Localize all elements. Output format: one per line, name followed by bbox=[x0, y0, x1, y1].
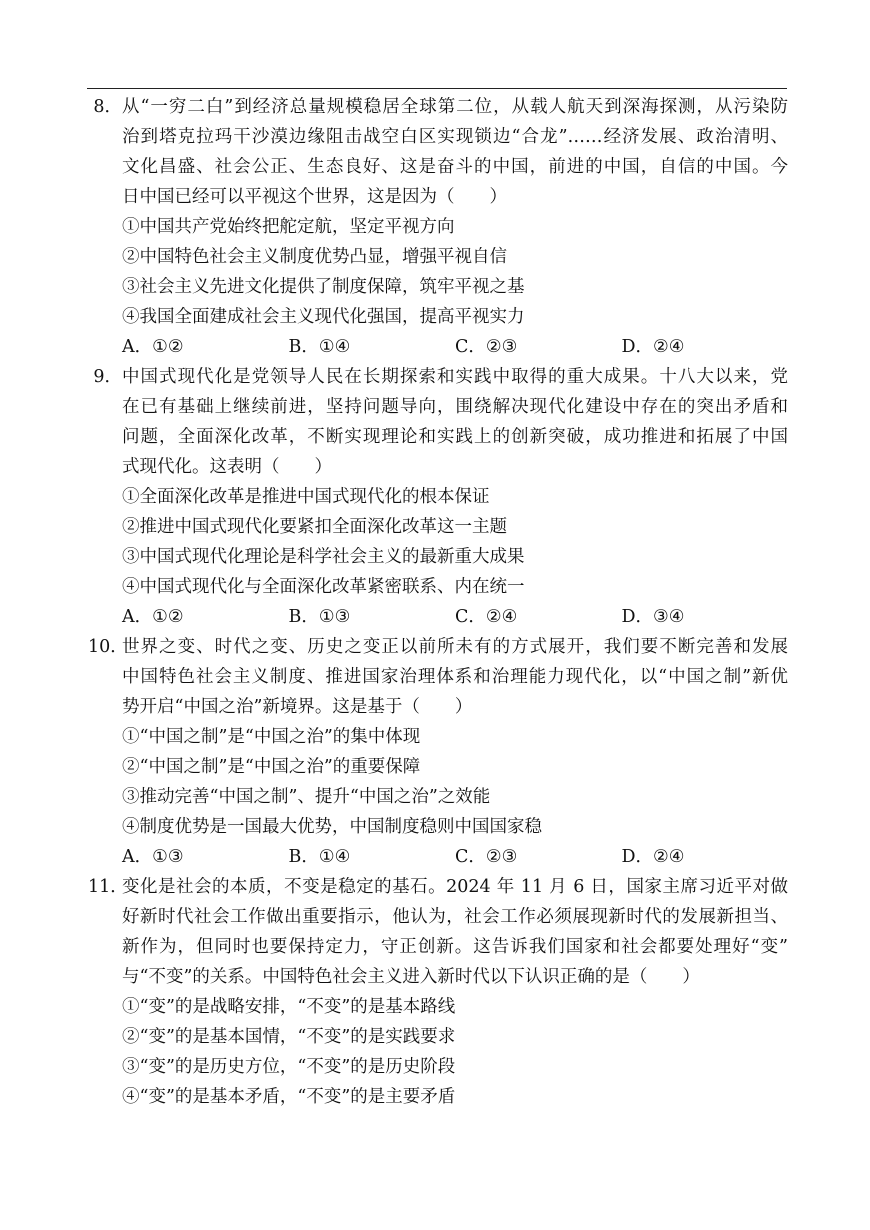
statement-option: ④“变”的是基本矛盾，“不变”的是主要矛盾 bbox=[122, 1087, 456, 1107]
question-stem bbox=[88, 872, 788, 992]
stem-line: 中国式现代化是党领导人民在长期探索和实践中取得的重大成果。十八大以来，党 bbox=[122, 367, 788, 387]
statement-option: ③“变”的是历史方位，“不变”的是历史阶段 bbox=[122, 1057, 456, 1077]
choice-value: ①③ bbox=[152, 847, 184, 867]
answer-choice[interactable] bbox=[289, 842, 456, 872]
statement-option: ①中国共产党始终把舵定航，坚定平视方向 bbox=[122, 217, 455, 237]
choice-letter: C． bbox=[455, 847, 486, 867]
choice-letter: B． bbox=[288, 847, 319, 867]
question-9 bbox=[88, 362, 788, 632]
stem-line: 新作为，但同时也要保持定力，守正创新。这告诉我们国家和社会都要处理好“变” bbox=[122, 937, 788, 957]
choice-value: ②④ bbox=[485, 607, 518, 627]
question-number: 9． bbox=[93, 367, 122, 387]
stem-line: 势开启“中国之治”新境界。这是基于（ ） bbox=[122, 697, 473, 717]
choice-letter: C． bbox=[455, 337, 486, 357]
choice-letter: A． bbox=[122, 607, 153, 627]
choice-value: ②④ bbox=[653, 847, 685, 867]
statement-option: ①“变”的是战略安排，“不变”的是基本路线 bbox=[122, 997, 456, 1017]
answer-choice[interactable] bbox=[455, 842, 622, 872]
statement-option: ②中国特色社会主义制度优势凸显，增强平视自信 bbox=[122, 247, 507, 267]
answer-choice[interactable] bbox=[289, 332, 456, 362]
statement-option: ②“中国之制”是“中国之治”的重要保障 bbox=[122, 757, 421, 777]
answer-choice[interactable] bbox=[455, 602, 622, 632]
question-number: 8． bbox=[93, 97, 122, 117]
answer-choice[interactable] bbox=[455, 332, 622, 362]
choice-letter: A． bbox=[122, 847, 153, 867]
stem-line: 世界之变、时代之变、历史之变正以前所未有的方式展开，我们要不断完善和发展 bbox=[122, 637, 788, 657]
statement-option: ③推动完善“中国之制”、提升“中国之治”之效能 bbox=[122, 787, 491, 807]
question-10 bbox=[88, 632, 788, 872]
choice-value: ①② bbox=[152, 337, 184, 357]
question-11 bbox=[88, 872, 788, 1112]
statement-option: ②推进中国式现代化要紧扣全面深化改革这一主题 bbox=[122, 517, 507, 537]
choice-value: ③④ bbox=[653, 607, 685, 627]
top-rule bbox=[87, 88, 787, 89]
choice-value: ②④ bbox=[653, 337, 685, 357]
stem-line: 中国特色社会主义制度、推进国家治理体系和治理能力现代化，以“中国之制”新优 bbox=[122, 667, 788, 687]
answer-choices bbox=[88, 332, 788, 362]
choice-letter: D． bbox=[621, 337, 654, 357]
answer-choice[interactable] bbox=[622, 602, 789, 632]
stem-line: 变化是社会的本质，不变是稳定的基石。2024 年 11 月 6 日，国家主席习近平对做 bbox=[122, 877, 788, 897]
stem-line: 问题，全面深化改革，不断实现理论和实践上的创新突破，成功推进和拓展了中国 bbox=[122, 427, 788, 447]
choice-value: ①④ bbox=[318, 337, 351, 357]
stem-line: 从“一穷二白”到经济总量规模稳居全球第二位，从载人航天到深海探测，从污染防 bbox=[122, 97, 788, 117]
question-number: 11． bbox=[88, 877, 128, 897]
choice-letter: A． bbox=[122, 337, 153, 357]
statement-option: ②“变”的是基本国情，“不变”的是实践要求 bbox=[122, 1027, 456, 1047]
choice-value: ②③ bbox=[485, 337, 518, 357]
choice-letter: B． bbox=[288, 607, 319, 627]
choice-letter: B． bbox=[288, 337, 319, 357]
stem-line: 好新时代社会工作做出重要指示，他认为，社会工作必须展现新时代的发展新担当、 bbox=[122, 907, 788, 927]
statement-option: ④我国全面建成社会主义现代化强国，提高平视实力 bbox=[122, 307, 525, 327]
answer-choices bbox=[88, 842, 788, 872]
statement-option: ④中国式现代化与全面深化改革紧密联系、内在统一 bbox=[122, 577, 525, 597]
answer-choices bbox=[88, 602, 788, 632]
question-stem bbox=[88, 632, 788, 722]
question-list bbox=[88, 92, 788, 1112]
choice-letter: C． bbox=[455, 607, 486, 627]
question-number: 10． bbox=[88, 637, 128, 657]
stem-line: 在已有基础上继续前进，坚持问题导向，围绕解决现代化建设中存在的突出矛盾和 bbox=[122, 397, 788, 417]
stem-line: 日中国已经可以平视这个世界，这是因为（ ） bbox=[122, 187, 507, 207]
statement-option: ①“中国之制”是“中国之治”的集中体现 bbox=[122, 727, 421, 747]
choice-value: ①④ bbox=[318, 847, 351, 867]
answer-choice[interactable] bbox=[122, 842, 289, 872]
question-stem bbox=[88, 92, 788, 212]
answer-choice[interactable] bbox=[622, 332, 789, 362]
answer-choice[interactable] bbox=[289, 602, 456, 632]
answer-choice[interactable] bbox=[122, 602, 289, 632]
choice-letter: D． bbox=[621, 607, 654, 627]
statement-option: ①全面深化改革是推进中国式现代化的根本保证 bbox=[122, 487, 490, 507]
statement-option: ③社会主义先进文化提供了制度保障，筑牢平视之基 bbox=[122, 277, 525, 297]
answer-choice[interactable] bbox=[122, 332, 289, 362]
answer-choice[interactable] bbox=[622, 842, 789, 872]
statement-option: ④制度优势是一国最大优势，中国制度稳则中国国家稳 bbox=[122, 817, 542, 837]
stem-line: 文化昌盛、社会公正、生态良好、这是奋斗的中国，前进的中国，自信的中国。今 bbox=[122, 157, 788, 177]
choice-value: ①② bbox=[152, 607, 184, 627]
question-stem bbox=[88, 362, 788, 482]
statement-option: ③中国式现代化理论是科学社会主义的最新重大成果 bbox=[122, 547, 525, 567]
stem-line: 治到塔克拉玛干沙漠边缘阻击战空白区实现锁边“合龙”……经济发展、政治清明、 bbox=[122, 127, 788, 147]
stem-line: 与“不变”的关系。中国特色社会主义进入新时代以下认识正确的是（ ） bbox=[122, 967, 700, 987]
choice-value: ②③ bbox=[485, 847, 518, 867]
stem-line: 式现代化。这表明（ ） bbox=[122, 457, 332, 477]
choice-letter: D． bbox=[621, 847, 654, 867]
choice-value: ①③ bbox=[318, 607, 351, 627]
question-8 bbox=[88, 92, 788, 362]
